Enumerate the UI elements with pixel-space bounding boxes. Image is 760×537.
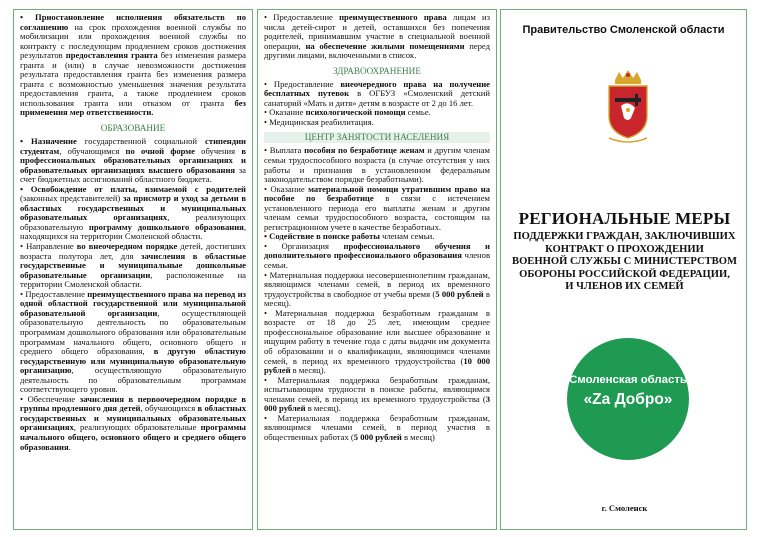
employment-heading: ЦЕНТР ЗАНЯТОСТИ НАСЕЛЕНИЯ <box>264 132 490 143</box>
coat-of-arms-icon <box>601 66 655 146</box>
badge-slogan: «Za Добро» <box>583 391 673 408</box>
list-item: • Выплата пособия по безработице женам и другим членам семьи трудоспособного возраста (в случае отсутствия у них работы и признания в установленном федеральным законодательством порядке безработными). <box>264 145 490 185</box>
housing-paragraph: • Предоставление преимущественного права лицам из числа детей-сирот и детей, оставшихся без попечения родителей, принимавшим участие в специальной военной операции, на обеспечение жилыми помещениями перед другими лицами, включенными в список. <box>264 12 490 61</box>
list-item: • Оказание психологической помощи семье. <box>264 107 431 118</box>
city-label: г. Смоленск <box>601 503 648 513</box>
health-list <box>264 80 490 128</box>
list-item: • Предоставление внеочередного права на получение бесплатных путевок в ОГБУЗ «Смоленский детский санаторий «Мать и дитя» детям в возрасте от 2 до 16 лет. <box>264 78 490 108</box>
panel-cover <box>500 9 747 530</box>
brochure-subtitle <box>501 231 747 294</box>
list-item: • Обеспечение зачисления в первоочередном порядке в группы продленного дня детей, обучающихся в областных государственных и муниципальных образовательных организациях, реализующих образовательные программы начального общего, основного общего и среднего общего образования. <box>20 393 246 452</box>
panel-middle <box>257 9 497 530</box>
panel-middle-text <box>258 10 496 442</box>
health-heading: ЗДРАВООХРАНЕНИЕ <box>333 65 421 76</box>
subtitle-line: ОБОРОНЫ РОССИЙСКОЙ ФЕДЕРАЦИИ, <box>519 268 730 280</box>
list-item: • Материальная поддержка безработным гражданам, испытывающим трудности в поиске работы, являющимся членами семей, в период их временного трудоустройства (3 000 рублей в месяц). <box>264 374 490 414</box>
list-item: • Назначение государственной социальной стипендии студентам, обучающимся по очной форме обучения в профессиональных образовательных организациях и образовательных организациях высшего образования за счет бюджетных ассигнований областного бюджета. <box>20 136 246 185</box>
list-item: • Материальная поддержка безработным гражданам, являющимся членами семей, в период участия в общественных работах (5 000 рублей в месяц) <box>264 412 490 442</box>
panel-left <box>13 9 253 530</box>
brochure-title: РЕГИОНАЛЬНЫЕ МЕРЫ <box>518 209 731 228</box>
list-item: • Материальная поддержка безработным гражданам в возрасте от 18 до 25 лет, имеющим среднее профессиональное образование или высшее образование и ищущим работу в течение года с даты выдачи им документа об образовании и о квалификации, являющимся членами семей, в период их временного трудоустройства (10 000 рублей в месяц). <box>264 307 490 376</box>
list-item: • Материальная поддержка несовершеннолетним гражданам, являющимся членами семей, в период их временного трудоустройства в свободное от учебы время (5 000 рублей в месяц). <box>264 269 490 309</box>
government-label: Правительство Смоленской области <box>522 24 725 36</box>
panel-left-text <box>14 10 252 452</box>
education-list <box>20 137 246 452</box>
subtitle-line: КОНТРАКТ О ПРОХОЖДЕНИИ <box>545 243 704 255</box>
list-item: • Предоставление преимущественного права на перевод из одной областной государственной или муниципальной образовательной организации, осуществляющей образовательную деятельность по образовательным программам дошкольного образования или образовательным программам начального общего, основного общего и среднего общего образования, в другую областную государственную или муниципальную образовательную организацию, осуществляющую образовательную деятельность по образовательным программам соответствующего уровня. <box>20 288 246 395</box>
badge-region-label: Смоленская область <box>569 374 687 386</box>
list-item: • Оказание материальной помощи утратившим право на пособие по безработице в связи с истечением установленного периода его выплаты женам и другим членам семьи трудоспособного возраста, состоящим на регистрационном учете в качестве безработных. <box>264 183 490 232</box>
list-item: • Организация профессионального обучения и дополнительного профессионального образования членов семьи. <box>264 240 490 271</box>
list-item: • Содействие в поиске работы членам семьи. <box>264 231 435 242</box>
list-item: • Направление во внеочередном порядке детей, достигших возраста полутора лет, для зачисления в областные государственные и муниципальные дошкольные образовательные организации, расположенные на территории Смоленской области. <box>20 241 247 290</box>
education-heading: ОБРАЗОВАНИЕ <box>100 123 166 134</box>
subtitle-line: И ЧЛЕНОВ ИХ СЕМЕЙ <box>565 281 684 293</box>
subtitle-line: ПОДДЕРЖКИ ГРАЖДАН, ЗАКЛЮЧИВШИХ <box>513 231 736 242</box>
subtitle-line: ВОЕННОЙ СЛУЖБЫ С МИНИСТЕРСТВОМ <box>512 256 737 268</box>
grant-suspension-paragraph: • Приостановление исполнения обязательств по соглашению на срок прохождения военной службы по мобилизации или прохождения военной службы по контракту с последующим продлением сроков достижения результатов предоставления гранта без изменения размера гранта и (или) в случае невозможности достижения результата предоставления гранта без изменения размера гранта с возможностью уменьшения значения результата предоставления гранта, а также продлением сроков использования гранта или отказом от гранта без применения мер ответственности. <box>20 12 246 118</box>
list-item: • Медицинская реабилитация. <box>264 116 374 127</box>
employment-list <box>264 146 490 442</box>
list-item: • Освобождение от платы, взимаемой с родителей (законных представителей) за присмотр и уход за детьми в областных государственных и муниципальных образовательных организациях, реализующих образовательную программу дошкольного образования, находящихся на территории Смоленской области. <box>20 183 247 242</box>
za-dobro-badge <box>567 338 689 460</box>
